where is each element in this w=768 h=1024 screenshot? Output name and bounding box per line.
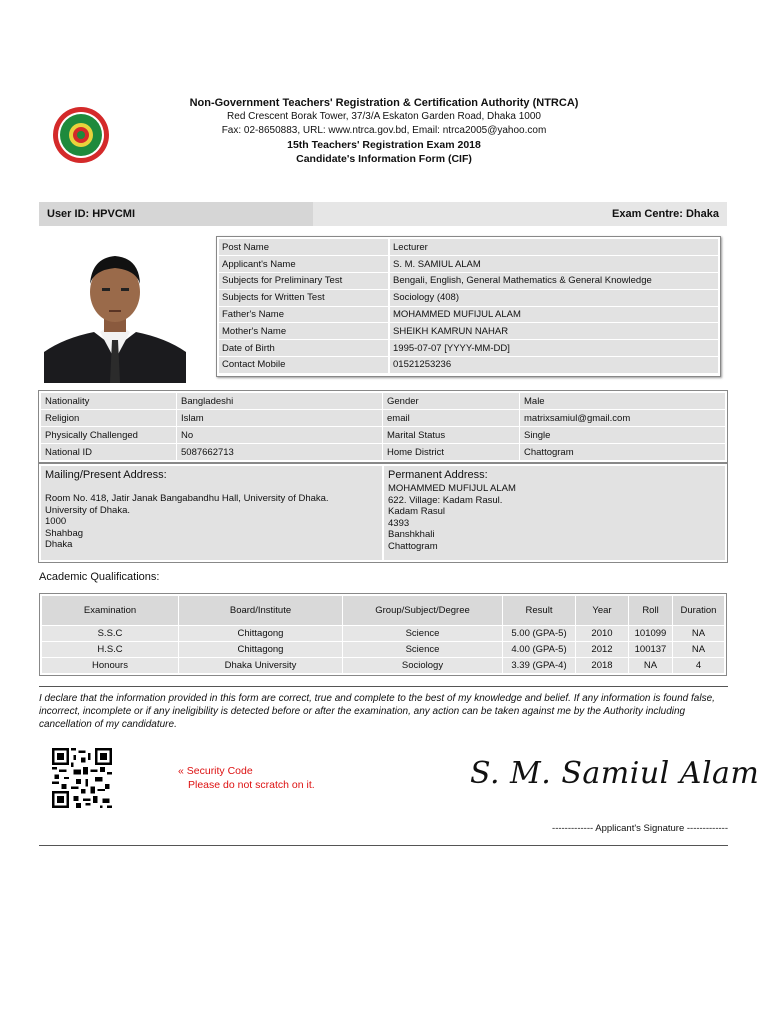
post-info-value: Lecturer [389,239,718,256]
post-info-row [219,289,718,306]
post-info-value: Bengali, English, General Mathematics & General Knowledge [389,273,718,290]
table-cell: 2010 [576,626,629,642]
post-info-label: Mother's Name [219,323,389,340]
organization-address: Red Crescent Borak Tower, 37/3/A Eskaton Garden Road, Dhaka 1000 [227,111,541,122]
personal-info-label: National ID [41,444,177,461]
post-info-value: S. M. SAMIUL ALAM [389,256,718,273]
divider [39,686,728,687]
mailing-address [41,466,382,560]
table-cell: Sociology [343,658,503,674]
form-title: Candidate's Information Form (CIF) [296,153,472,165]
table-cell: 101099 [629,626,673,642]
academic-column-header: Examination [42,596,179,626]
post-info-label: Post Name [219,239,389,256]
personal-info-label: Home District [383,444,520,461]
personal-info-value: Chattogram [520,444,726,461]
table-row [42,642,725,658]
post-info-label: Applicant's Name [219,256,389,273]
exam-centre: Exam Centre: Dhaka [612,208,719,220]
table-cell: 3.39 (GPA-4) [503,658,576,674]
post-info-row [219,340,718,357]
exam-title: 15th Teachers' Registration Exam 2018 [287,139,481,151]
post-info-row [219,306,718,323]
table-cell: Dhaka University [179,658,343,674]
academic-column-header: Year [576,596,629,626]
applicant-signature: S. M. Samiul Alam [470,756,760,791]
personal-info-row [41,410,726,427]
address-panel [38,463,728,563]
personal-info-label: email [383,410,520,427]
user-bar [39,202,727,226]
address-line: Kadam Rasul [388,506,446,518]
declaration-text: I declare that the information provided in this form are correct, true and complete to the best of my knowledge and belief. If any information is found false, incorrect, incomplete or if any ineligibility is detected before or after the examination, any action can be taken against me by the Authority including cancellation of my candidature. [39,693,715,730]
address-line: Banshkhali [388,529,435,541]
personal-info-value: Male [520,393,726,410]
post-info-value: SHEIKH KAMRUN NAHAR [389,323,718,340]
address-line: 1000 [45,516,67,528]
personal-info-label: Nationality [41,393,177,410]
address-line: Room No. 418, Jatir Janak Bangabandhu Hall, University of Dhaka. [45,493,329,504]
table-cell: NA [629,658,673,674]
personal-info-row [41,393,726,410]
personal-info-value: No [177,427,383,444]
address-line: Dhaka [45,539,73,551]
personal-info-label: Marital Status [383,427,520,444]
user-id: User ID: HPVCMI [39,202,313,226]
table-cell: 5.00 (GPA-5) [503,626,576,642]
academic-column-header: Roll [629,596,673,626]
table-cell: 4 [673,658,725,674]
table-cell: 2018 [576,658,629,674]
academic-column-header: Group/Subject/Degree [343,596,503,626]
table-cell: H.S.C [42,642,179,658]
academic-title: Academic Qualifications: [39,571,160,583]
qr-code [52,748,112,808]
permanent-address-title: Permanent Address: [388,469,488,481]
organization-name: Non-Government Teachers' Registration & Certification Authority (NTRCA) [189,97,579,109]
personal-info-row [41,444,726,461]
post-info-value: 01521253236 [389,357,718,374]
address-line: 622. Village: Kadam Rasul. [388,494,503,506]
post-info-row [219,273,718,290]
post-info-panel [216,236,721,377]
post-info-row [219,256,718,273]
security-code-note [178,764,315,792]
address-line: 4393 [388,517,410,529]
address-line: Shahbag [45,527,84,539]
academic-table [39,593,727,676]
divider [39,845,728,846]
table-row [42,658,725,674]
personal-info-label: Gender [383,393,520,410]
personal-info-value: 5087662713 [177,444,383,461]
mailing-address-title: Mailing/Present Address: [45,469,167,481]
table-cell: 2012 [576,642,629,658]
table-cell: NA [673,626,725,642]
address-line: University of Dhaka. [45,504,131,516]
personal-info-value: matrixsamiul@gmail.com [520,410,726,427]
table-cell: S.S.C [42,626,179,642]
post-info-row [219,323,718,340]
post-info-value: MOHAMMED MUFIJUL ALAM [389,306,718,323]
post-info-label: Contact Mobile [219,357,389,374]
personal-info-label: Religion [41,410,177,427]
table-row [42,626,725,642]
table-cell: Chittagong [179,626,343,642]
address-line: Chattogram [388,540,438,552]
permanent-address [384,466,725,560]
academic-column-header: Board/Institute [179,596,343,626]
table-cell: Honours [42,658,179,674]
post-info-value: 1995-07-07 [YYYY-MM-DD] [389,340,718,357]
table-cell: Science [343,642,503,658]
academic-column-header: Duration [673,596,725,626]
personal-info-panel [38,390,728,463]
academic-column-header: Result [503,596,576,626]
organization-contact: Fax: 02-8650883, URL: www.ntrca.gov.bd, Email: ntrca2005@yahoo.com [221,125,547,136]
table-cell: 4.00 (GPA-5) [503,642,576,658]
personal-info-value: Islam [177,410,383,427]
post-info-label: Subjects for Written Test [219,289,389,306]
post-info-label: Father's Name [219,306,389,323]
post-info-label: Subjects for Preliminary Test [219,273,389,290]
table-cell: Science [343,626,503,642]
post-info-row [219,357,718,374]
personal-info-value: Bangladeshi [177,393,383,410]
security-code-warning: Please do not scratch on it. [188,779,315,791]
table-cell: Chittagong [179,642,343,658]
personal-info-label: Physically Challenged [41,427,177,444]
address-line: MOHAMMED MUFIJUL ALAM [388,483,516,494]
post-info-value: Sociology (408) [389,289,718,306]
table-cell: 100137 [629,642,673,658]
post-info-label: Date of Birth [219,340,389,357]
personal-info-value: Single [520,427,726,444]
table-cell: NA [673,642,725,658]
document-header [0,96,768,166]
security-code-label: « Security Code [178,765,253,777]
post-info-row [219,239,718,256]
signature-caption: ------------- Applicant's Signature ------------- [552,823,728,834]
personal-info-row [41,427,726,444]
applicant-photo [44,240,186,383]
